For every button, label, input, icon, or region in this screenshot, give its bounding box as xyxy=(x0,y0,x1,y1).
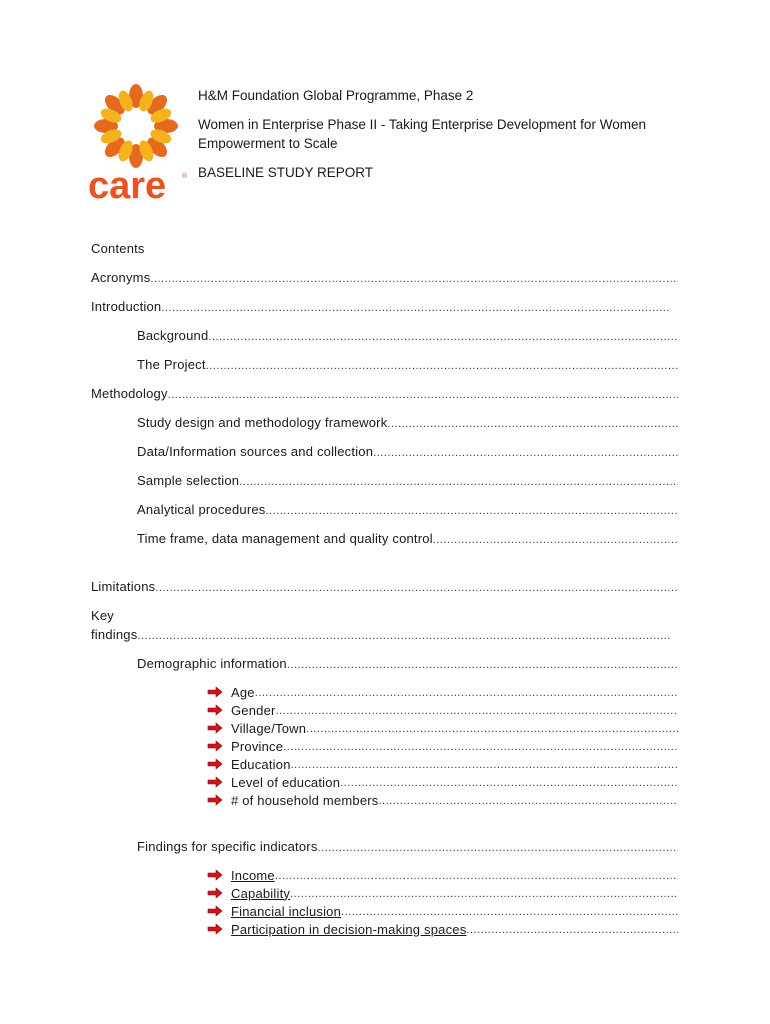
list-item[interactable] xyxy=(207,683,678,701)
report-header xyxy=(198,86,698,182)
list-item-label: Age xyxy=(231,684,255,700)
arrow-right-icon xyxy=(207,722,223,734)
demographic-list xyxy=(207,683,678,809)
list-item-label[interactable]: Participation in decision-making spaces xyxy=(231,921,467,937)
list-item-label: # of household members xyxy=(231,792,379,808)
toc-entry-sample-selection[interactable] xyxy=(137,473,678,488)
toc-entry-data-sources[interactable] xyxy=(137,444,678,459)
toc-entry-limitations[interactable] xyxy=(91,579,678,594)
toc-label: Time frame, data management and quality control xyxy=(137,531,433,546)
toc-label: Sample selection xyxy=(137,473,240,488)
arrow-right-icon xyxy=(207,740,223,752)
arrow-right-icon xyxy=(207,704,223,716)
toc-entry-timeframe[interactable] xyxy=(137,531,678,546)
arrow-right-icon xyxy=(207,887,223,899)
leader-dots xyxy=(276,705,678,719)
list-item[interactable] xyxy=(207,920,678,938)
leader-dots xyxy=(306,723,678,737)
leader-dots xyxy=(373,447,678,459)
contents-heading: Contents xyxy=(91,241,145,256)
toc-label: Background xyxy=(137,328,209,343)
leader-dots xyxy=(318,842,678,854)
toc-entry-key-findings[interactable] xyxy=(91,627,671,642)
list-item[interactable] xyxy=(207,773,678,791)
leader-dots xyxy=(168,389,678,401)
toc-entry-methodology[interactable] xyxy=(91,386,678,401)
leader-dots xyxy=(155,582,678,594)
list-item[interactable] xyxy=(207,755,678,773)
leader-dots xyxy=(239,476,678,488)
leader-dots xyxy=(255,687,678,701)
toc-entry-analytical[interactable] xyxy=(137,502,678,517)
toc-label: Limitations xyxy=(91,579,156,594)
arrow-right-icon xyxy=(207,758,223,770)
list-item-label: Level of education xyxy=(231,774,341,790)
toc-label: Study design and methodology framework xyxy=(137,415,388,430)
toc-entry-study-design[interactable] xyxy=(137,415,678,430)
leader-dots xyxy=(208,331,678,343)
toc-label: Introduction xyxy=(91,299,162,314)
care-logo xyxy=(86,84,192,204)
toc-label: The Project xyxy=(137,357,206,372)
toc-entry-acronyms[interactable] xyxy=(91,270,678,285)
arrow-right-icon xyxy=(207,905,223,917)
indicator-list xyxy=(207,866,678,938)
leader-dots xyxy=(161,302,669,314)
arrow-right-icon xyxy=(207,869,223,881)
arrow-right-icon xyxy=(207,794,223,806)
toc-label: Data/Information sources and collection xyxy=(137,444,374,459)
list-item[interactable] xyxy=(207,791,678,809)
leader-dots xyxy=(287,659,678,671)
leader-dots xyxy=(291,759,678,773)
leader-dots xyxy=(378,795,678,809)
toc-entry-background[interactable] xyxy=(137,328,678,343)
toc-label: Findings for specific indicators xyxy=(137,839,318,854)
registered-mark: ® xyxy=(182,173,188,180)
list-item-label: Gender xyxy=(231,702,276,718)
list-item[interactable] xyxy=(207,737,678,755)
arrow-right-icon xyxy=(207,686,223,698)
arrow-right-icon xyxy=(207,776,223,788)
list-item-label[interactable]: Capability xyxy=(231,885,291,901)
toc-label: Analytical procedures xyxy=(137,502,266,517)
list-item[interactable] xyxy=(207,866,678,884)
care-logo-text: care xyxy=(88,165,167,204)
toc-entry-key-label: Key xyxy=(91,608,115,623)
toc-entry-introduction[interactable] xyxy=(91,299,669,314)
toc-label: Demographic information xyxy=(137,656,287,671)
list-item-label: Village/Town xyxy=(231,720,307,736)
toc-entry-project[interactable] xyxy=(137,357,678,372)
list-item-label: Education xyxy=(231,756,291,772)
toc-label: Acronyms xyxy=(91,270,151,285)
project-title: Women in Enterprise Phase II - Taking Enterprise Development for Women Empowerment to Scale xyxy=(198,117,646,151)
list-item-label[interactable]: Income xyxy=(231,867,275,883)
programme-title: H&M Foundation Global Programme, Phase 2 xyxy=(198,88,474,103)
leader-dots xyxy=(340,777,678,791)
leader-dots xyxy=(150,273,678,285)
list-item[interactable] xyxy=(207,902,678,920)
arrow-right-icon xyxy=(207,923,223,935)
toc-entry-specific-indicators[interactable] xyxy=(137,839,678,854)
toc-label: Methodology xyxy=(91,386,168,401)
leader-dots xyxy=(466,924,678,938)
leader-dots xyxy=(137,630,671,642)
leader-dots xyxy=(341,906,678,920)
toc-entry-demographic[interactable] xyxy=(137,656,678,671)
leader-dots xyxy=(387,418,678,430)
leader-dots xyxy=(433,534,678,546)
leader-dots xyxy=(290,888,678,902)
leader-dots xyxy=(266,505,679,517)
list-item-label: Province xyxy=(231,738,284,754)
leader-dots xyxy=(206,360,678,372)
list-item[interactable] xyxy=(207,701,678,719)
list-item[interactable] xyxy=(207,884,678,902)
leader-dots xyxy=(283,741,678,755)
toc-label: findings xyxy=(91,627,138,642)
list-item-label[interactable]: Financial inclusion xyxy=(231,903,342,919)
list-item[interactable] xyxy=(207,719,678,737)
report-type: BASELINE STUDY REPORT xyxy=(198,165,374,180)
leader-dots xyxy=(275,870,678,884)
